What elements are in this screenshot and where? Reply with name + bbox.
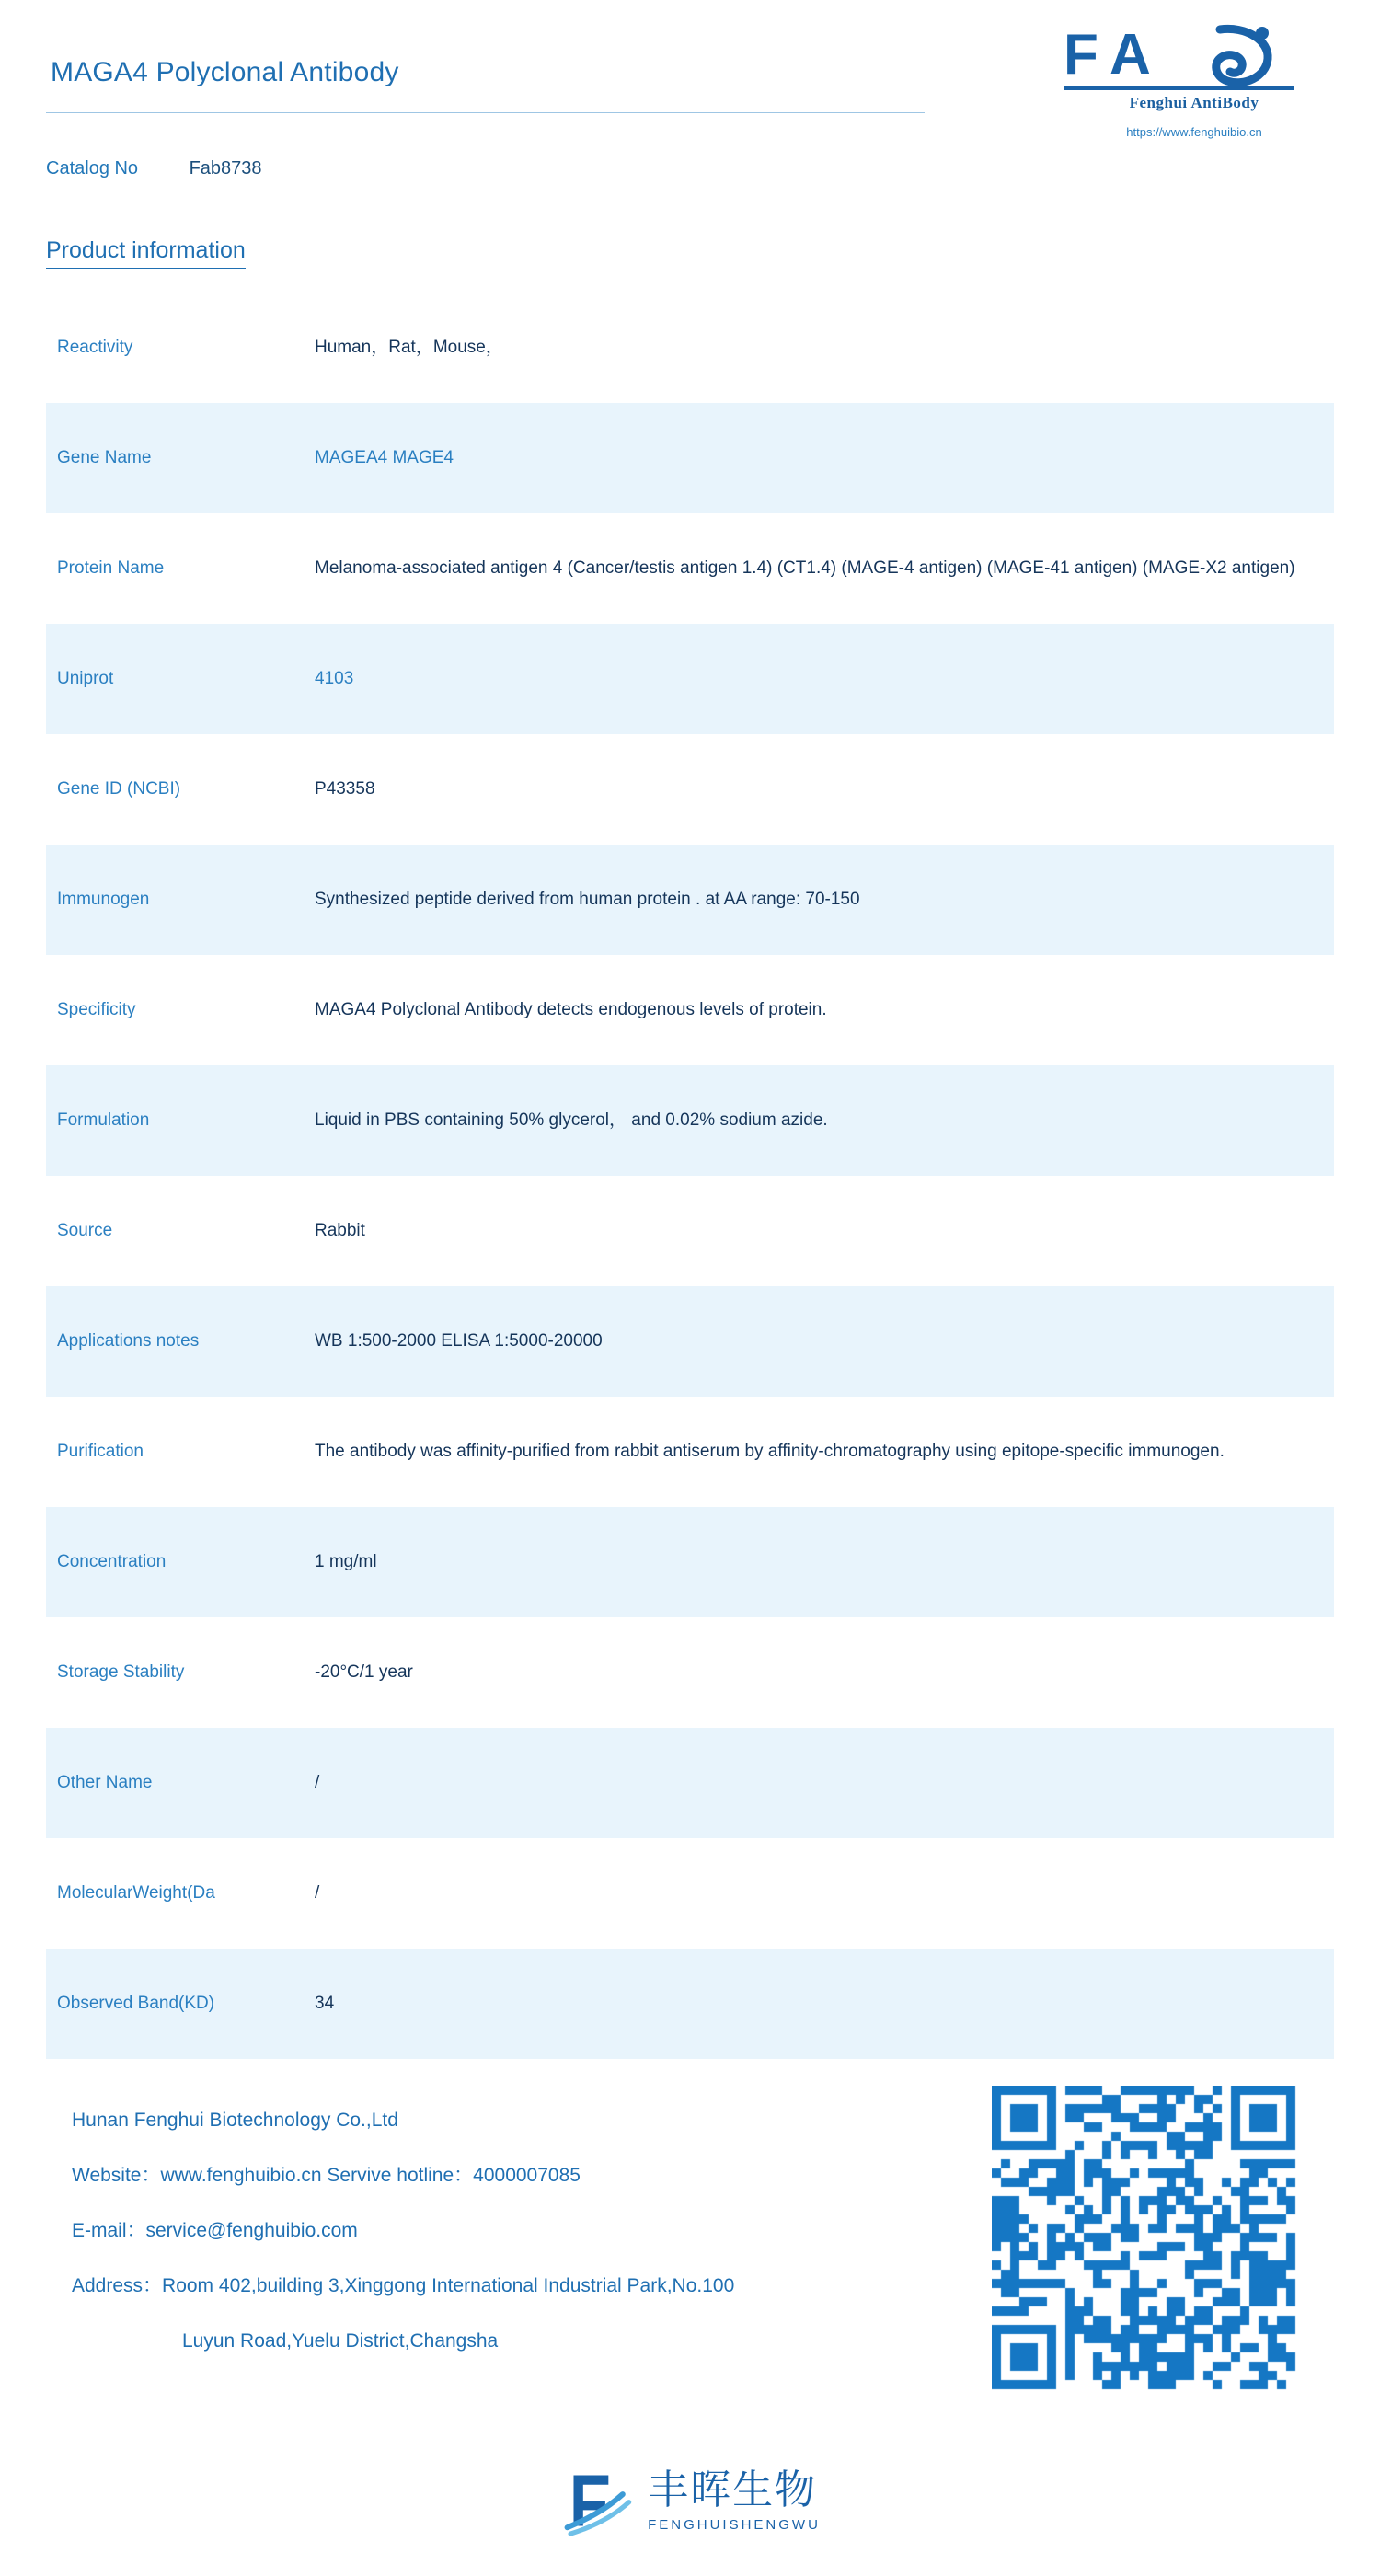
product-information-table [46,293,1334,2059]
table-row-value: 34 [315,1993,335,2013]
table-row-value: 1 mg/ml [315,1551,377,1571]
table-row-label: Immunogen [57,890,150,909]
footer-address-line2: Luyun Road,Yuelu District,Changsha [182,2330,499,2352]
table-row-label: Applications notes [57,1331,200,1351]
table-row [46,1949,1334,2059]
table-row-label: Other Name [57,1773,153,1792]
title-divider [46,112,925,113]
table-row [46,624,1334,734]
footer-company: Hunan Fenghui Biotechnology Co.,Ltd [72,2110,398,2131]
brand-logo [1056,20,1332,139]
table-row [46,1507,1334,1617]
table-row [46,955,1334,1065]
table-row-value: / [315,1882,320,1903]
table-row [46,403,1334,513]
table-row-label: Reactivity [57,338,133,357]
fab-logo-icon [1056,20,1332,99]
table-row-value: WB 1:500-2000 ELISA 1:5000-20000 [315,1330,603,1351]
bottom-brand-text [648,2466,821,2533]
svg-text:A: A [1110,23,1156,86]
table-row-value: -20°C/1 year [315,1662,413,1682]
table-row-value: The antibody was affinity-purified from rabbit antiserum by affinity-chromatography using epitope-specific immunogen. [315,1441,1225,1461]
table-row-label: Formulation [57,1110,150,1130]
table-row [46,1286,1334,1397]
table-row [46,1617,1334,1728]
brand-logo-subtitle: Fenghui AntiBody [1129,94,1259,111]
table-row-value: Liquid in PBS containing 50% glycerol， and 0.02% sodium azide. [315,1110,828,1130]
document-footer [0,2065,1380,2576]
table-row [46,293,1334,403]
table-row-label: Gene Name [57,448,152,467]
document-header [0,0,1380,178]
table-row-value: MAGEA4 MAGE4 [315,447,454,467]
page-title: MAGA4 Polyclonal Antibody [51,57,399,87]
table-row-label: Storage Stability [57,1662,185,1682]
table-row [46,1728,1334,1838]
table-row-label: Uniprot [57,669,114,688]
catalog-label: Catalog No [46,158,139,178]
table-row-label: Gene ID (NCBI) [57,779,181,799]
table-row-value: P43358 [315,778,375,799]
fenghui-mark-icon [559,2461,638,2540]
qr-code [992,2086,1325,2419]
table-row [46,513,1334,624]
footer-website: Website：www.fenghuibio.cn Servive hotline：4000007085 [72,2165,581,2186]
brand-url: https://www.fenghuibio.cn [1126,125,1262,139]
catalog-value: Fab8738 [189,158,262,178]
table-row-label: Source [57,1221,113,1240]
svg-text:F: F [1064,23,1104,86]
bottom-brand-en: FENGHUISHENGWU [648,2516,821,2533]
table-row-value: Synthesized peptide derived from human protein . at AA range: 70-150 [315,889,860,909]
table-row-value: Rabbit [315,1220,365,1240]
table-row-label: Observed Band(KD) [57,1994,215,2013]
table-row-label: Concentration [57,1552,167,1571]
table-row-value: Human，Rat，Mouse， [315,337,503,357]
table-row [46,1397,1334,1507]
table-row [46,1838,1334,1949]
bottom-brand-logo [0,2461,1380,2540]
table-row-label: Protein Name [57,558,165,578]
table-row-value: 4103 [315,668,354,688]
table-row [46,845,1334,955]
table-row-value: MAGA4 Polyclonal Antibody detects endogenous levels of protein. [315,999,827,1019]
table-row [46,1176,1334,1286]
table-row-value: Melanoma-associated antigen 4 (Cancer/testis antigen 1.4) (CT1.4) (MAGE-4 antigen) (MAGE-41 antigen) (MAGE-X2 antigen) [315,558,1295,578]
table-row-label: Specificity [57,1000,136,1019]
table-row-label: Purification [57,1442,144,1461]
bottom-brand-cn: 丰晖生物 [648,2466,818,2513]
footer-address-line1: Address：Room 402,building 3,Xinggong International Industrial Park,No.100 [72,2275,735,2296]
footer-contact-block [72,2093,734,2369]
section-heading: Product information [46,237,246,269]
table-row [46,734,1334,845]
table-row [46,1065,1334,1176]
footer-email: E-mail：service@fenghuibio.com [72,2220,358,2241]
table-row-label: MolecularWeight(Da [57,1883,215,1903]
table-row-value: / [315,1772,320,1792]
catalog-row [46,158,262,179]
